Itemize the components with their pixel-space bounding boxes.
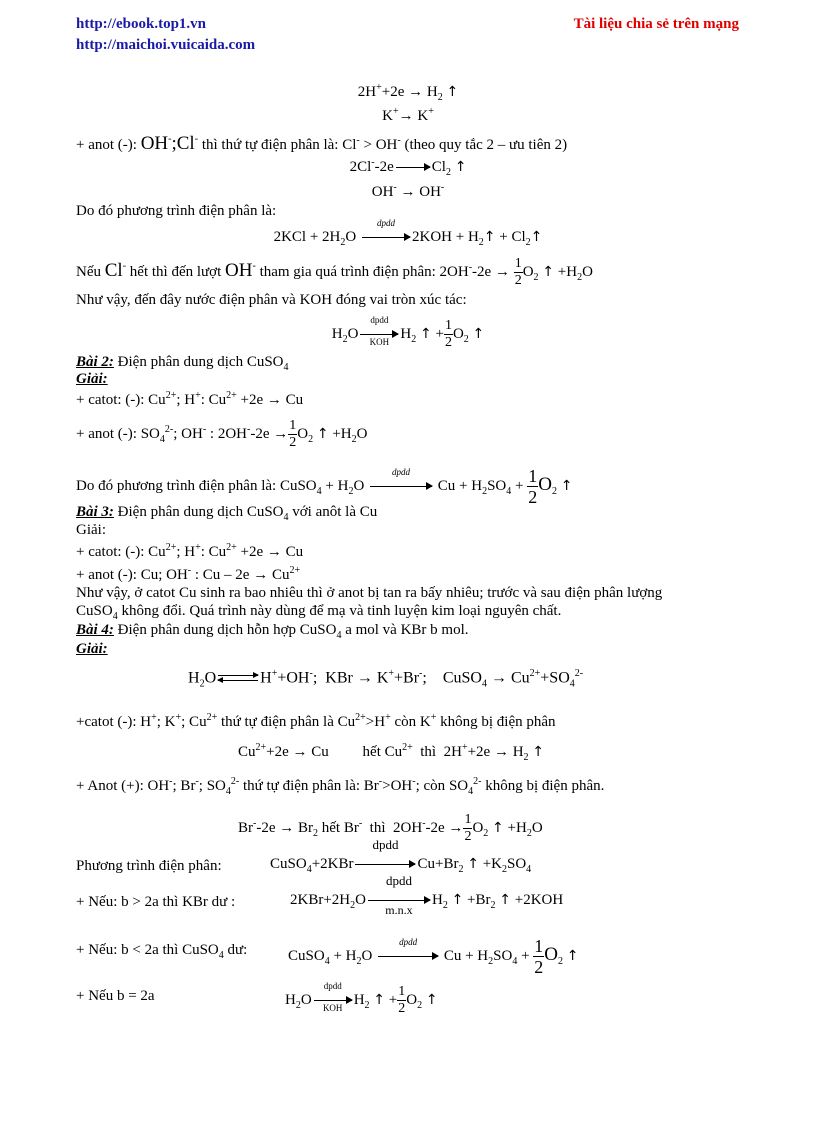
case-b-eq-2a-eq: $H_2O$ dpdd KOH $H_2$ ↑ + $\frac{1}{2}$ $O_2$ ↑ <box>285 980 438 1016</box>
eq-k-stays: K+→ K+ <box>382 106 434 124</box>
bai3-giai: Giải: <box>76 522 106 538</box>
bai2-text: Điện phân dung dịch CuSO <box>117 354 284 370</box>
neu-cl-text-a: Nếu <box>76 263 101 280</box>
case-b-gt-2a-eq: $2KBr+2H_2O$ dpdd m.n.x $H_2$ ↑ $+Br_2$ ↑ +2KOH <box>290 873 564 917</box>
anot-label: + anot (-): <box>76 137 137 153</box>
arrow-label-top: dpdd <box>370 314 389 325</box>
bai4-pt-eq: CuSO$_4$+2KBr dpdd $Cu+Br_2$ ↑ $+K_2SO_4$ <box>270 837 532 875</box>
bai4-catot: +catot (-): H+; K+; $Cu^{2+}$ thứ tự điện phân là $Cu^{2+}>H^+$ còn K+ không bị điện phân <box>76 712 556 730</box>
bai2-total-eq: Do đó phương trình điện phân là: CuSO$_4$ + $H_2O$ dpdd $Cu + H_2SO_4$ + $\frac{1}{2}$ $O_2$ ↑ <box>76 466 573 507</box>
case-b-lt-2a-eq: CuSO$_4$ + $H_2O$ dpdd $Cu + H_2SO_4$ + $\frac{1}{2}$ $O_2$ ↑ <box>288 936 579 977</box>
anot-rule: (theo quy tắc 2 – ưu tiên 2) <box>404 137 568 153</box>
bai3-catot: + catot: (-): $Cu^{2+}$; H+: $Cu^{2+} +2e \to Cu$ <box>76 542 304 560</box>
eq-water-electrolysis: $H_2O$ dpdd KOH $H_2$ ↑ + $\frac{1}{2}$ $O_2$ ↑ <box>331 314 485 350</box>
fraction-half: $\frac{1}{2}$ <box>514 256 522 288</box>
case-b-gt-2a: + Nếu: b > 2a thì KBr dư : <box>76 894 236 910</box>
bai2-catot: + catot: (-): $Cu^{2+}$; H+: $Cu^{2+} +2e \to Cu$ <box>76 390 304 408</box>
bai2-giai <box>76 371 108 388</box>
bai4-dissociation: $H_2O$ H++OH-; KBr → K++Br-; CuSO$_4$ → $Cu^{2+}+SO_4^{2-}$ <box>188 668 584 690</box>
header-shared-doc: Tài liệu chia sẻ trên mạng <box>573 16 739 32</box>
eq-kcl-electrolysis: $2KCl + 2H_2O$ dpdd $2KOH + H_2↑$ + $Cl_2↑$ <box>273 218 543 248</box>
case-b-lt-2a: + Nếu: b < 2a thì CuSO$_4$ dư: <box>76 942 248 961</box>
bai4-giai: Giải: <box>76 641 108 657</box>
case-b-eq-2a: + Nếu b = 2a <box>76 988 155 1004</box>
anot-order-line: + anot (-): OH-;Cl- thì thứ tự điện phân là: Cl- > OH- (theo quy tắc 2 – ưu tiên 2) <box>76 133 568 154</box>
eq-oh-stays: OH- → OH- <box>371 182 445 200</box>
bai2-anot: + anot (-): $SO_4^{2-}$; OH- : 2OH--2e → $\frac{1}{2}$ $O_2$ ↑ $+H_2O$ <box>76 418 368 450</box>
bai4-pt: Phương trình điện phân: <box>76 858 222 874</box>
nhu-vay-line: Như vậy, đến đây nước điện phân và KOH đóng vai tròn xúc tác: <box>76 292 467 308</box>
eq-h-reduction: $2H^++2e \to H_2$ ↑ <box>357 82 459 103</box>
do-do-line: Do đó phương trình điện phân là: <box>76 203 277 219</box>
neu-cl-text-b: hết thì đến lượt <box>129 263 222 280</box>
bai4-heading: Bài 4: Điện phân dung dịch hỗn hợp CuSO$_4$ a mol và KBr b mol. <box>76 622 469 641</box>
anot-order-text: thì thứ tự điện phân là: Cl <box>201 137 357 153</box>
header-link-maichoi[interactable]: http://maichoi.vuicaida.com <box>76 37 256 53</box>
header-link-ebook[interactable]: http://ebook.top1.vn <box>76 16 207 32</box>
bai3-note-2: CuSO$_4$ không đổi. Quá trình này dùng để mạ và tinh luyện kim loại nguyên chất. <box>76 603 562 622</box>
bai2-heading: Bài 2: Điện phân dung dịch CuSO$_4$ <box>76 354 289 373</box>
arrow-label: dpdd <box>376 218 395 228</box>
bai4-anot: + Anot (+): OH-; Br-; $SO_4^{2-}$ thứ tự điện phân là: Br->OH-; còn $SO_4^{2-}$ không bị điện phân. <box>76 776 605 797</box>
bai3-anot: + anot (-): Cu; OH- : $Cu - 2e \to Cu^{2+}$ <box>76 565 301 583</box>
giai-label: Giải: <box>76 371 108 387</box>
bai3-heading: Bài 3: Điện phân dung dịch CuSO$_4$ với anôt là Cu <box>76 504 378 523</box>
neu-cl-het-line: Nếu Cl- hết thì đến lượt OH- tham gia quá trình điện phân: 2OH--2e → $\frac{1}{2}$ $O_2$ ↑ $+H_2O$ <box>76 256 593 288</box>
bai3-note-1: Như vậy, ở catot Cu sinh ra bao nhiêu thì ở anot bị tan ra bấy nhiêu; trước và sau điện phân lượng <box>76 585 663 601</box>
bai4-catot-eq: $Cu^{2+}+2e \to Cu$ hết $Cu^{2+}$ thì $2H^++2e \to H_2$ ↑ <box>238 742 545 763</box>
arrow-label-bottom: KOH <box>369 336 390 347</box>
neu-cl-text-c: tham gia quá trình điện phân: <box>259 263 436 280</box>
bai2-title: Bài 2: <box>76 354 114 370</box>
eq-cl-oxidation: 2Cl--2e $Cl_2$ ↑ <box>349 157 467 178</box>
bai4-anot-eq: $Br^--2e \to Br_2$ hết Br- thì 2OH--2e → $\frac{1}{2}$ $O_2$ ↑ $+H_2O$ <box>238 812 543 844</box>
